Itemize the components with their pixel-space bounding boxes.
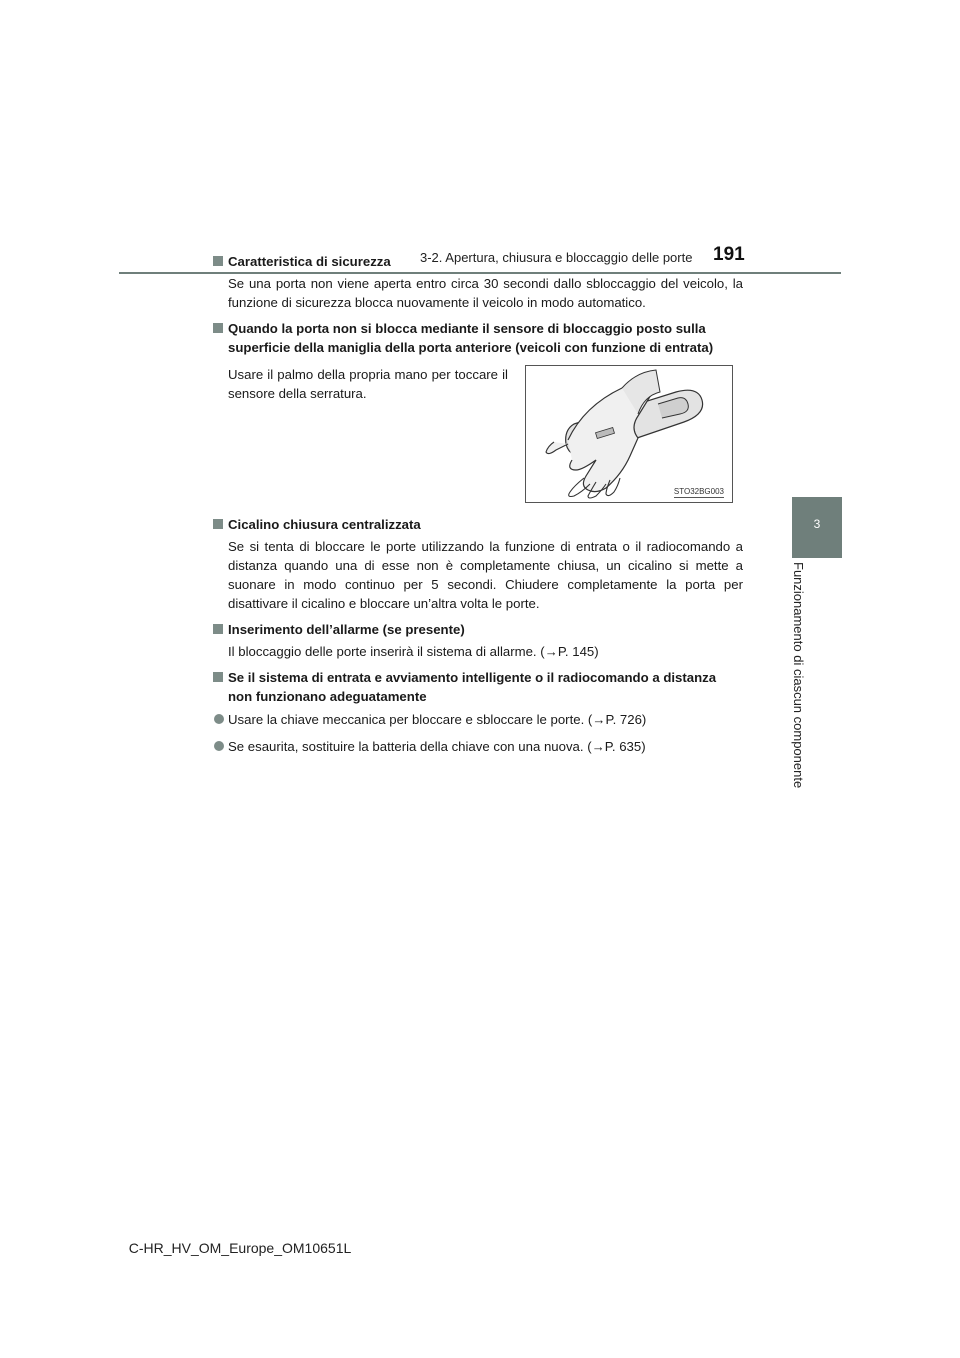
list-item-text: Se esaurita, sostituire la batteria della chiave con una nuova. (→P. 635) xyxy=(228,739,646,754)
chapter-title: Funzionamento di ciascun componente xyxy=(791,562,806,789)
section-body: Se una porta non viene aperta entro circa 30 secondi dallo sbloccaggio del veicolo, la funzione di sicurezza blocca nuovamente il veicolo in modo automatico. xyxy=(228,276,743,310)
section-title-text: Cicalino chiusura centralizzata xyxy=(228,517,421,532)
figure-code: STO32BG003 xyxy=(673,487,724,496)
section-title-text: Quando la porta non si blocca mediante il sensore di bloccaggio posto sulla superficie della maniglia della porta anteriore (veicoli con funzione di entrata) xyxy=(228,321,714,355)
square-bullet-icon xyxy=(213,519,223,529)
section-title xyxy=(213,668,743,706)
section-title-text: Inserimento dell’allarme (se presente) xyxy=(228,622,465,637)
list-item xyxy=(213,737,743,756)
square-bullet-icon xyxy=(213,256,223,266)
section-body: Il bloccaggio delle porte inserirà il sistema di allarme. (→P. 145) xyxy=(228,644,599,659)
round-bullet-icon xyxy=(214,714,224,724)
document-id: C-HR_HV_OM_Europe_OM10651L xyxy=(128,1240,352,1256)
figure-block xyxy=(213,357,743,515)
page-number: 191 xyxy=(713,244,745,265)
section-title-text: Caratteristica di sicurezza xyxy=(228,254,391,269)
page-content xyxy=(213,252,743,756)
round-bullet-icon xyxy=(214,741,224,751)
section-title-text: Se il sistema di entrata e avviamento intelligente o il radiocomando a distanza non funzionano adeguatamente xyxy=(228,670,717,704)
list-item-text: Usare la chiave meccanica per bloccare e sbloccare le porte. (→P. 726) xyxy=(228,712,647,727)
square-bullet-icon xyxy=(213,323,223,333)
section-title xyxy=(213,620,743,639)
chapter-number: 3 xyxy=(813,517,821,531)
chapter-tab xyxy=(792,497,842,558)
section-title xyxy=(213,252,743,271)
list-item xyxy=(213,710,743,729)
hand-illustration-icon xyxy=(526,366,732,502)
square-bullet-icon xyxy=(213,624,223,634)
section-body: Se si tenta di bloccare le porte utilizzando la funzione di entrata o il radiocomando a distanza quando una di esse non è completamente chiusa, un cicalino si mette a suonare in modo continuo per 5 secondi. Chiudere completamente la porta per disattivare il cicalino e bloccare un’altra volta le porte. xyxy=(228,539,743,611)
section-header: 3-2. Apertura, chiusura e bloccaggio delle porte xyxy=(420,250,693,265)
hand-on-door-handle-illustration xyxy=(525,365,733,503)
section-title xyxy=(213,515,743,534)
square-bullet-icon xyxy=(213,672,223,682)
section-body: Usare il palmo della propria mano per toccare il sensore della serratura. xyxy=(228,367,508,401)
chapter-title-wrap xyxy=(787,562,809,794)
section-title xyxy=(213,319,743,357)
